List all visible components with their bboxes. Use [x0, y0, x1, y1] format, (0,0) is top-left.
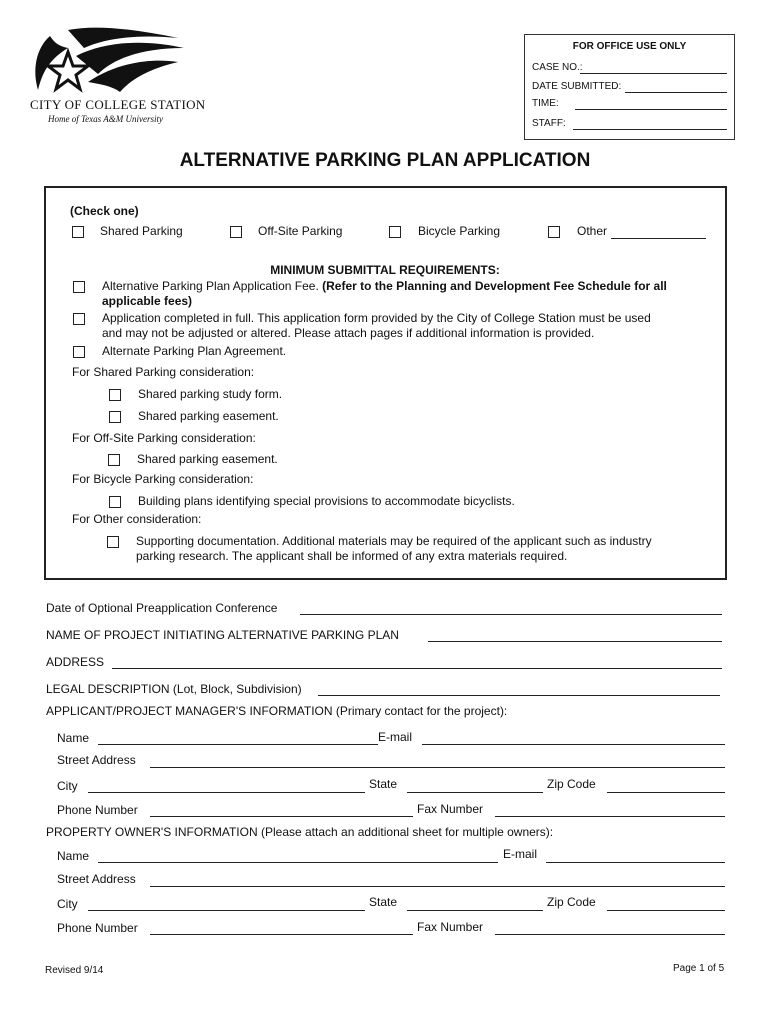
city-logo — [28, 26, 188, 98]
bicycle-parking-checkbox[interactable] — [389, 226, 401, 238]
address-label: ADDRESS — [46, 655, 105, 669]
preapp-date-field[interactable] — [300, 614, 722, 615]
req-agreement-text: Alternate Parking Plan Agreement. — [102, 344, 287, 358]
date-submitted-label: DATE SUBMITTED: — [532, 81, 622, 92]
offsite-parking-option: Off-Site Parking — [258, 224, 343, 238]
applicant-name-label: Name — [57, 731, 90, 745]
shared-consideration-heading: For Shared Parking consideration: — [72, 365, 255, 379]
project-name-field[interactable] — [428, 641, 722, 642]
applicant-city-label: City — [57, 779, 78, 793]
applicant-street-field[interactable] — [150, 767, 725, 768]
date-submitted-field[interactable] — [625, 92, 727, 93]
owner-state-label: State — [369, 895, 398, 909]
preapp-date-label: Date of Optional Preapplication Conference — [46, 601, 278, 615]
staff-label: STAFF: — [532, 118, 566, 129]
applicant-email-label: E-mail — [378, 730, 413, 744]
applicant-email-field[interactable] — [422, 744, 725, 745]
applicant-state-field[interactable] — [407, 792, 543, 793]
owner-email-field[interactable] — [546, 862, 725, 863]
requirements-heading: MINIMUM SUBMITTAL REQUIREMENTS: — [270, 263, 500, 277]
other-docs-checkbox[interactable] — [107, 536, 119, 548]
owner-state-field[interactable] — [407, 910, 543, 911]
applicant-city-field[interactable] — [88, 792, 365, 793]
req-agreement-checkbox[interactable] — [73, 346, 85, 358]
city-tagline: Home of Texas A&M University — [48, 114, 163, 124]
page-title: ALTERNATIVE PARKING PLAN APPLICATION — [179, 150, 591, 171]
case-no-field[interactable] — [580, 73, 727, 74]
applicant-fax-field[interactable] — [495, 816, 725, 817]
owner-phone-label: Phone Number — [57, 921, 138, 935]
owner-heading: PROPERTY OWNER'S INFORMATION (Please attach an additional sheet for multiple owners): — [46, 825, 554, 839]
bicycle-parking-option: Bicycle Parking — [418, 224, 501, 238]
owner-fax-field[interactable] — [495, 934, 725, 935]
other-docs-line2: parking research. The applicant shall be informed of any extra materials required. — [136, 549, 568, 563]
staff-field[interactable] — [573, 129, 727, 130]
shared-study-checkbox[interactable] — [109, 389, 121, 401]
check-one-label: (Check one) — [70, 204, 139, 218]
shared-study-text: Shared parking study form. — [138, 387, 283, 401]
logo-star-swoosh-icon — [28, 26, 188, 98]
applicant-fax-label: Fax Number — [417, 802, 484, 816]
bicycle-plans-checkbox[interactable] — [109, 496, 121, 508]
bicycle-consideration-heading: For Bicycle Parking consideration: — [72, 472, 254, 486]
project-name-label: NAME OF PROJECT INITIATING ALTERNATIVE PARKING PLAN — [46, 628, 399, 642]
other-option: Other — [577, 224, 608, 238]
owner-zip-label: Zip Code — [547, 895, 596, 909]
req-fee-label: Alternative Parking Plan Application Fee. — [102, 279, 319, 293]
owner-email-label: E-mail — [503, 847, 538, 861]
address-field[interactable] — [112, 668, 722, 669]
owner-fax-label: Fax Number — [417, 920, 484, 934]
owner-name-label: Name — [57, 849, 90, 863]
legal-description-label: LEGAL DESCRIPTION (Lot, Block, Subdivision) — [46, 682, 302, 696]
applicant-zip-label: Zip Code — [547, 777, 596, 791]
other-specify-field[interactable] — [611, 238, 706, 239]
other-docs-line1: Supporting documentation. Additional materials may be required of the applicant such as industry — [136, 534, 652, 548]
req-application-line1: Application completed in full. This application form provided by the City of College Station must be used — [102, 311, 651, 325]
revised-date: Revised 9/14 — [45, 965, 104, 976]
time-field[interactable] — [575, 109, 727, 110]
req-fee-note-cont: applicable fees) — [102, 294, 193, 308]
shared-parking-checkbox[interactable] — [72, 226, 84, 238]
applicant-street-label: Street Address — [57, 753, 136, 767]
other-checkbox[interactable] — [548, 226, 560, 238]
req-fee-checkbox[interactable] — [73, 281, 85, 293]
shared-parking-option: Shared Parking — [100, 224, 183, 238]
owner-street-field[interactable] — [150, 886, 725, 887]
page-number: Page 1 of 5 — [673, 963, 725, 974]
office-use-title: FOR OFFICE USE ONLY — [572, 41, 687, 52]
owner-name-field[interactable] — [98, 862, 498, 863]
legal-description-field[interactable] — [318, 695, 720, 696]
applicant-name-field[interactable] — [98, 744, 378, 745]
req-application-checkbox[interactable] — [73, 313, 85, 325]
offsite-easement-text: Shared parking easement. — [137, 452, 278, 466]
applicant-phone-field[interactable] — [150, 816, 413, 817]
office-use-box — [524, 34, 735, 140]
other-consideration-heading: For Other consideration: — [72, 512, 202, 526]
applicant-state-label: State — [369, 777, 398, 791]
req-fee-text — [102, 279, 667, 293]
offsite-easement-checkbox[interactable] — [108, 454, 120, 466]
offsite-consideration-heading: For Off-Site Parking consideration: — [72, 431, 256, 445]
case-no-label: CASE NO.: — [532, 62, 583, 73]
owner-phone-field[interactable] — [150, 934, 413, 935]
req-application-line2: and may not be adjusted or altered. Please attach pages if additional information is provided. — [102, 326, 595, 340]
bicycle-plans-text: Building plans identifying special provisions to accommodate bicyclists. — [138, 494, 515, 508]
shared-easement-text: Shared parking easement. — [138, 409, 279, 423]
owner-zip-field[interactable] — [607, 910, 725, 911]
city-name: CITY OF COLLEGE STATION — [30, 97, 206, 112]
applicant-heading: APPLICANT/PROJECT MANAGER'S INFORMATION (Primary contact for the project): — [46, 704, 508, 718]
time-label: TIME: — [532, 98, 559, 109]
owner-city-label: City — [57, 897, 78, 911]
owner-street-label: Street Address — [57, 872, 136, 886]
applicant-zip-field[interactable] — [607, 792, 725, 793]
shared-easement-checkbox[interactable] — [109, 411, 121, 423]
offsite-parking-checkbox[interactable] — [230, 226, 242, 238]
req-fee-note: (Refer to the Planning and Development Fee Schedule for all — [322, 279, 667, 293]
applicant-phone-label: Phone Number — [57, 803, 138, 817]
owner-city-field[interactable] — [88, 910, 365, 911]
